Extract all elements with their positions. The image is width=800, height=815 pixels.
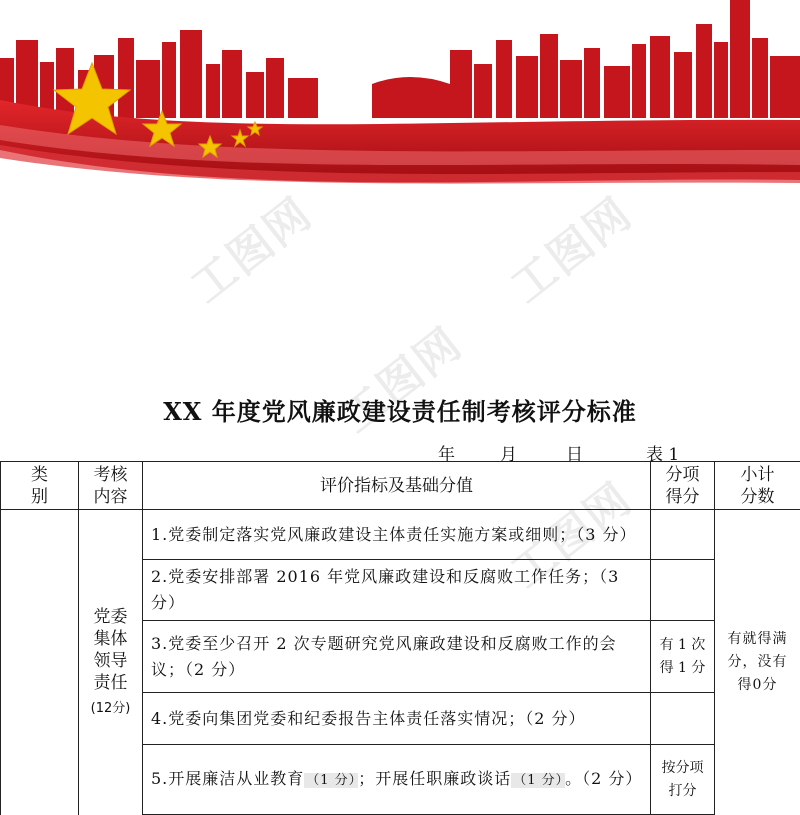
criteria-text: 5.开展廉洁从业教育 bbox=[151, 769, 304, 788]
table-number-label: 表 1 bbox=[646, 440, 679, 465]
item-score-cell: 按分项打分 bbox=[651, 745, 715, 815]
criteria-cell: 1.党委制定落实党风廉政建设主体责任实施方案或细则；（3 分） bbox=[143, 510, 651, 560]
content-cell bbox=[79, 510, 143, 815]
criteria-highlight: （1 分） bbox=[304, 773, 358, 788]
category-cell bbox=[1, 510, 79, 815]
criteria-highlight: （1 分） bbox=[511, 773, 565, 788]
watermark: 工图网 bbox=[175, 179, 323, 314]
table-header-row bbox=[1, 462, 800, 510]
item-score-cell bbox=[651, 693, 715, 745]
header-category: 类别 bbox=[1, 462, 79, 510]
header-subtotal: 小计分数 bbox=[715, 462, 800, 510]
header-item-score: 分项得分 bbox=[651, 462, 715, 510]
date-year-label: 年 bbox=[438, 440, 500, 465]
criteria-cell: 3.党委至少召开 2 次专题研究党风廉政建设和反腐败工作的会议；（2 分） bbox=[143, 621, 651, 693]
criteria-cell: 2.党委安排部署 2016 年党风廉政建设和反腐败工作任务；（3 分） bbox=[143, 560, 651, 621]
item-score-cell bbox=[651, 510, 715, 560]
watermark: 工图网 bbox=[495, 179, 643, 314]
content-label: 党委集体领导责任 bbox=[79, 606, 142, 694]
table-row bbox=[1, 510, 800, 560]
watermark: 工图网 bbox=[495, 464, 643, 599]
criteria-cell: 4.党委向集团党委和纪委报告主体责任落实情况；（2 分） bbox=[143, 693, 651, 745]
criteria-text: 。（2 分） bbox=[565, 769, 642, 788]
item-score-cell bbox=[651, 560, 715, 621]
header-content: 考核内容 bbox=[79, 462, 143, 510]
item-score-cell: 有 1 次得 1 分 bbox=[651, 621, 715, 693]
document-title: XX 年度党风廉政建设责任制考核评分标准 bbox=[0, 392, 800, 427]
date-day-label: 日 bbox=[566, 440, 646, 465]
subtotal-cell bbox=[715, 510, 800, 815]
scoring-table bbox=[0, 461, 800, 815]
city-skyline-banner-graphic bbox=[0, 0, 800, 190]
subtotal-text: 有就得满分，没有得0分 bbox=[715, 628, 800, 697]
date-month-label: 月 bbox=[500, 440, 566, 465]
watermark: 工图网 bbox=[325, 309, 473, 444]
criteria-cell bbox=[143, 745, 651, 815]
header-banner bbox=[0, 0, 800, 190]
criteria-text: ；开展任职廉政谈话 bbox=[358, 769, 511, 788]
content-points: (12分) bbox=[79, 700, 142, 718]
header-criteria: 评价指标及基础分值 bbox=[143, 462, 651, 510]
